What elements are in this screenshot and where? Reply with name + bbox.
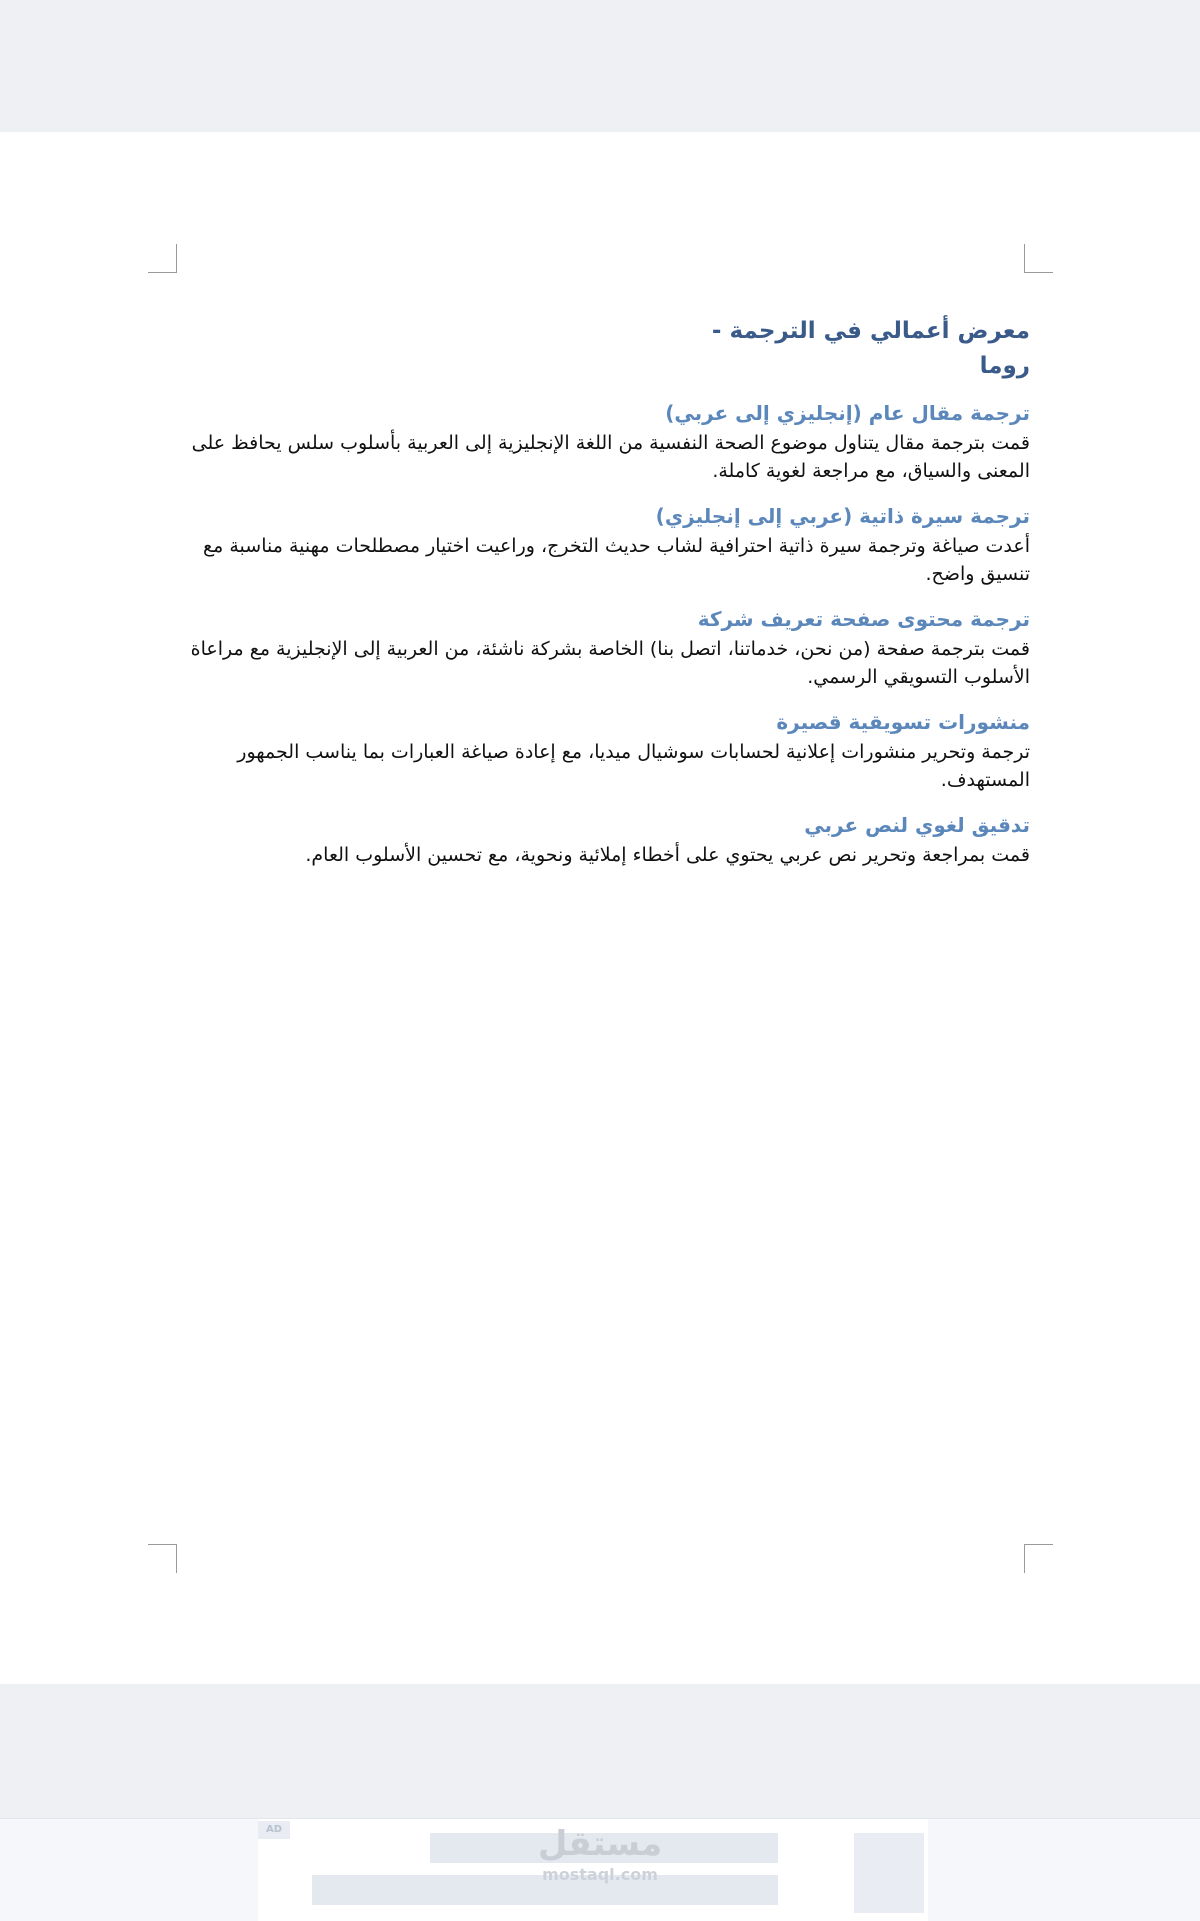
ad-badge: AD	[258, 1821, 290, 1839]
portfolio-item-description: قمت بترجمة مقال يتناول موضوع الصحة النفسية من اللغة الإنجليزية إلى العربية بأسلوب سلس يحافظ على المعنى والسياق، مع مراجعة لغوية كاملة.	[191, 432, 1030, 482]
portfolio-item-description: قمت بترجمة صفحة (من نحن، خدماتنا، اتصل بنا) الخاصة بشركة ناشئة، من العربية إلى الإنجليزية مع مراعاة الأسلوب التسويقي الرسمي.	[190, 638, 1030, 688]
portfolio-item-description: أعدت صياغة وترجمة سيرة ذاتية احترافية لشاب حديث التخرج، وراعيت اختيار مصطلحات مهنية مناسبة مع تنسيق واضح.	[203, 535, 1030, 585]
portfolio-item-description: قمت بمراجعة وتحرير نص عربي يحتوي على أخطاء إملائية ونحوية، مع تحسين الأسلوب العام.	[305, 844, 1030, 867]
portfolio-item	[180, 605, 1030, 691]
crop-mark-top-left	[148, 244, 177, 273]
document-content	[180, 314, 1030, 887]
crop-mark-bottom-right	[1024, 1544, 1053, 1573]
document-title: معرض أعمالي في الترجمة - روما	[711, 318, 1030, 379]
crop-mark-bottom-left	[148, 1544, 177, 1573]
mostaql-watermark-logo	[520, 1822, 680, 1892]
portfolio-item-heading: ترجمة سيرة ذاتية (عربي إلى إنجليزي)	[655, 504, 1030, 529]
viewer-top-band	[0, 0, 1200, 132]
portfolio-item-description: ترجمة وتحرير منشورات إعلانية لحسابات سوشيال ميديا، مع إعادة صياغة العبارات بما يناسب الجمهور المستهدف.	[237, 741, 1030, 791]
portfolio-item-heading: ترجمة مقال عام (إنجليزي إلى عربي)	[665, 401, 1030, 425]
document-page	[0, 132, 1200, 1684]
portfolio-item	[180, 811, 1030, 870]
ad-placeholder-image	[854, 1833, 924, 1913]
portfolio-item	[180, 399, 1030, 485]
viewer-bottom-band	[0, 1684, 1200, 1818]
portfolio-item-heading: منشورات تسويقية قصيرة	[776, 710, 1030, 735]
portfolio-item	[180, 502, 1030, 588]
portfolio-item-heading: ترجمة محتوى صفحة تعريف شركة	[697, 607, 1030, 632]
watermark-latin-text: mostaql.com	[542, 1865, 658, 1884]
crop-mark-top-right	[1024, 244, 1053, 273]
watermark-arabic-text: مستقل	[537, 1824, 663, 1864]
portfolio-item-heading: تدقيق لغوي لنص عربي	[804, 813, 1030, 838]
portfolio-item	[180, 708, 1030, 794]
